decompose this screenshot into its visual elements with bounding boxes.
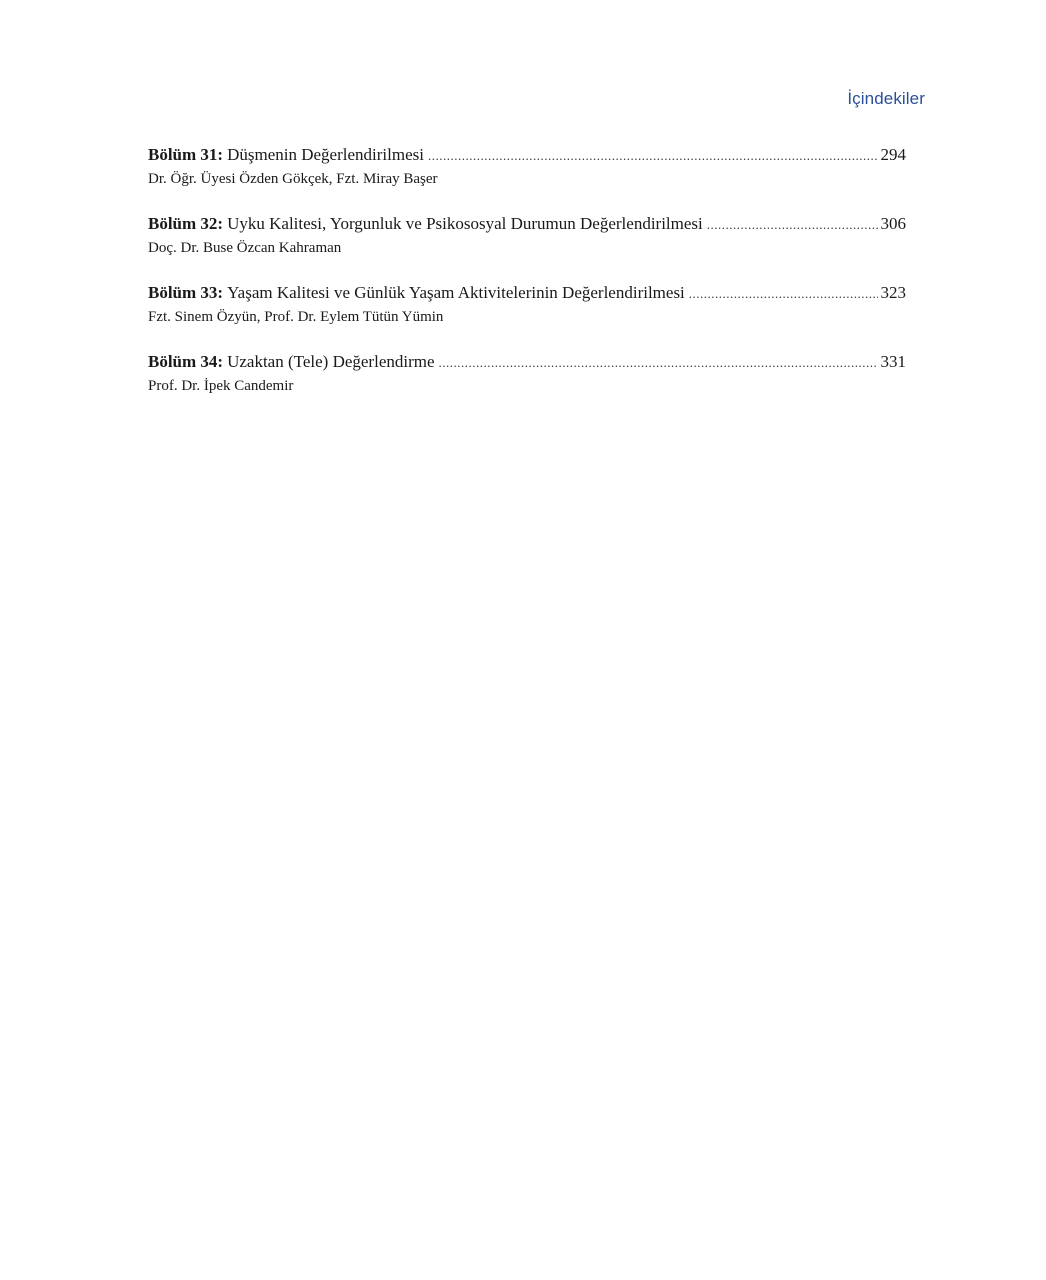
chapter-authors: Doç. Dr. Buse Özcan Kahraman	[148, 240, 342, 256]
toc-entry	[148, 352, 906, 421]
chapter-title: Yaşam Kalitesi ve Günlük Yaşam Aktivitelerinin Değerlendirilmesi	[227, 283, 685, 302]
chapter-label: Bölüm 31:	[148, 145, 224, 164]
dot-leader	[428, 146, 878, 166]
chapter-authors: Dr. Öğr. Üyesi Özden Gökçek, Fzt. Miray Başer	[148, 171, 438, 187]
page-number: 331	[880, 352, 906, 371]
page-number: 323	[880, 283, 906, 302]
chapter-authors: Fzt. Sinem Özyün, Prof. Dr. Eylem Tütün Yümin	[148, 309, 444, 325]
page-number: 306	[880, 214, 906, 233]
toc-line	[148, 352, 906, 373]
dot-leader	[689, 284, 878, 304]
toc-entry	[148, 214, 906, 283]
page-title: İçindekiler	[847, 89, 925, 108]
chapter-label: Bölüm 32:	[148, 214, 224, 233]
toc-line	[148, 283, 906, 304]
chapter-title: Düşmenin Değerlendirilmesi	[227, 145, 424, 164]
table-of-contents	[148, 145, 906, 421]
toc-line	[148, 145, 906, 166]
chapter-authors: Prof. Dr. İpek Candemir	[148, 378, 294, 394]
chapter-label: Bölüm 33:	[148, 283, 224, 302]
chapter-title: Uzaktan (Tele) Değerlendirme	[227, 352, 435, 371]
toc-entry	[148, 145, 906, 214]
dot-leader	[439, 353, 878, 373]
chapter-label: Bölüm 34:	[148, 352, 224, 371]
toc-line	[148, 214, 906, 235]
page-number: 294	[880, 145, 906, 164]
dot-leader	[707, 215, 878, 235]
toc-entry	[148, 283, 906, 352]
chapter-title: Uyku Kalitesi, Yorgunluk ve Psikososyal Durumun Değerlendirilmesi	[227, 214, 703, 233]
